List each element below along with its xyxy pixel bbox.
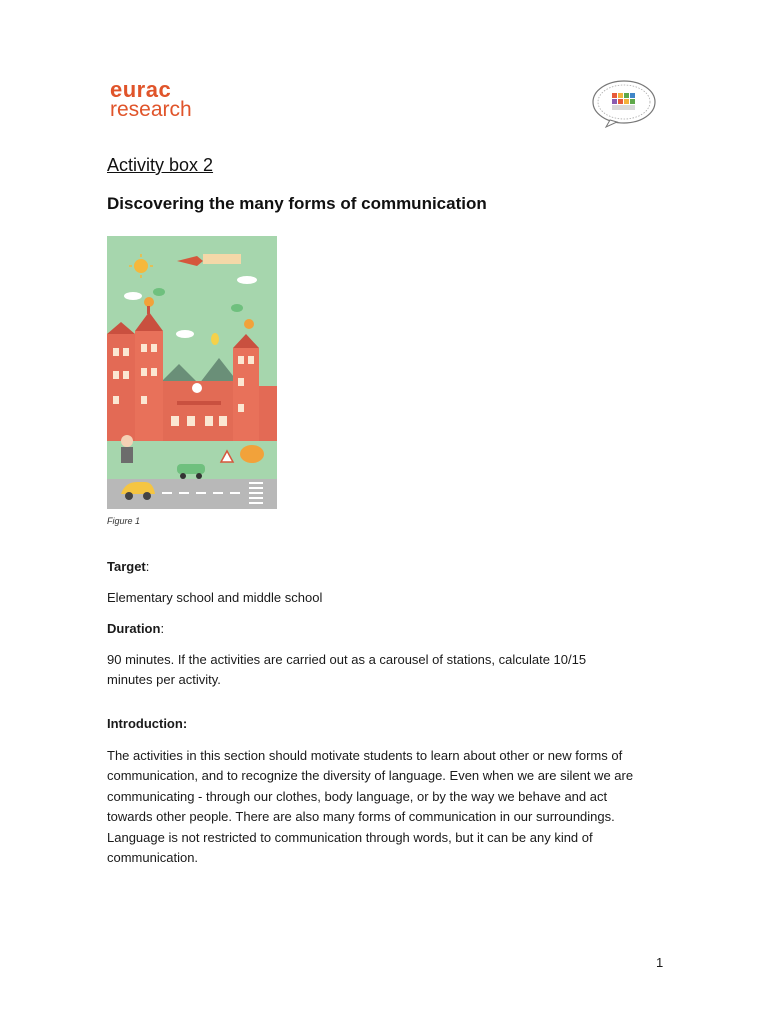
intro-line-1: The activities in this section should motivate students to learn about other or new forms of — [107, 748, 623, 763]
target-heading — [107, 557, 667, 578]
logo-research-text: research — [110, 98, 192, 121]
duration-label: Duration — [107, 621, 161, 636]
logo-eurac-text: eurac — [110, 77, 172, 102]
intro-line-4: towards other people. There are also many forms of communication in our surroundings. — [107, 809, 615, 824]
page-number: 1 — [656, 955, 664, 970]
town-illustration — [107, 236, 277, 509]
duration-line-1: 90 minutes. If the activities are carried out as a carousel of stations, calculate 10/15 — [107, 652, 587, 667]
duration-colon: : — [160, 621, 165, 636]
page-subtitle: Discovering the many forms of communication — [107, 194, 487, 213]
intro-line-2: communication, and to recognize the diversity of language. Even when we are silent we are — [107, 768, 634, 783]
eurac-research-logo — [110, 79, 192, 120]
duration-line-2: minutes per activity. — [107, 672, 221, 687]
target-label: Target — [107, 559, 146, 574]
page-title: Activity box 2 — [107, 155, 214, 175]
intro-line-3: communicating - through our clothes, body language, or by the way we behave and act — [107, 789, 608, 804]
intro-line-5: Language is not restricted to communication through words, but it can be any kind of — [107, 830, 593, 845]
duration-heading — [107, 619, 667, 640]
figure-caption: Figure 1 — [107, 516, 141, 526]
speech-bubble-seal-icon — [590, 78, 658, 128]
intro-line-6: communication. — [107, 850, 199, 865]
target-text: Elementary school and middle school — [107, 590, 323, 605]
target-colon: : — [145, 559, 150, 574]
introduction-heading: Introduction: — [107, 716, 188, 731]
